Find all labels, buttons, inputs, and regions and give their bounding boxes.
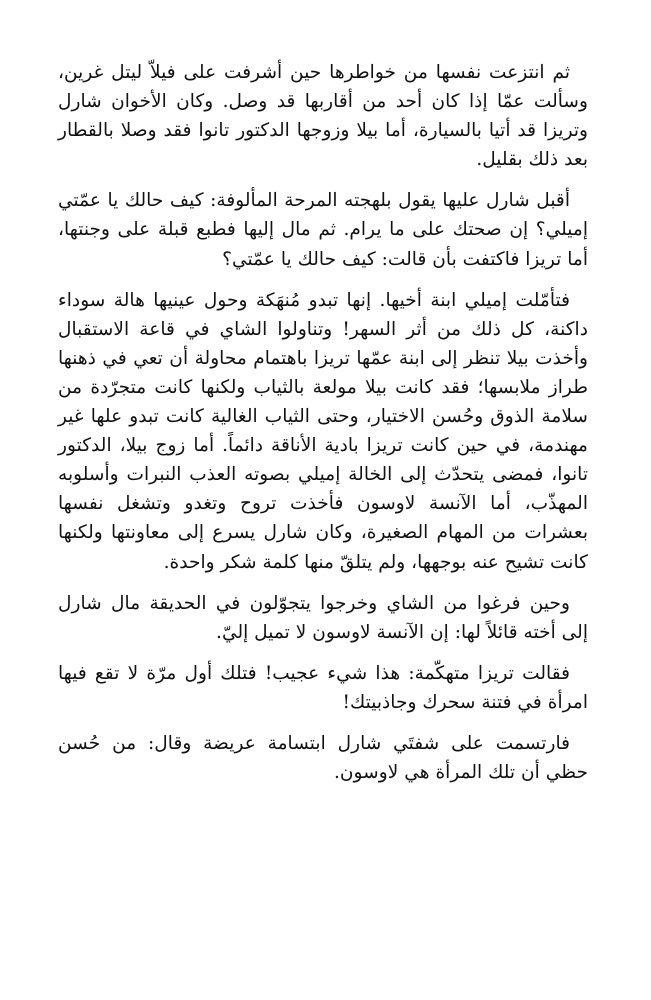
paragraph-5: فقالت تريزا متهكّمة: هذا شيء عجيب! فتلك أول مرّة لا تقع فيها امرأة في فتنة سحرك وجاذبيتك!	[58, 662, 588, 713]
paragraph-4: وحين فرغوا من الشاي وخرجوا يتجوّلون في الحديقة مال شارل إلى أخته قائلاً لها: إن الآنسة لاوسون لا تميل إليّ.	[58, 592, 588, 643]
paragraph-1: ثم انتزعت نفسها من خواطرها حين أشرفت على فيلاّ ليتل غرين، وسألت عمّا إذا كان أحد من أقاربها قد وصل. وكان الأخوان شارل وتريزا قد أتيا بالسيارة، أما بيلا وزوجها الدكتور تانوا فقد وصلا بالقطار بعد ذلك بقليل.	[58, 62, 588, 171]
paragraph-3: فتأمّلت إميلي ابنة أخيها. إنها تبدو مُنهَكة وحول عينيها هالة سوداء داكنة، كل ذلك من أثر السهر! وتناولوا الشاي في قاعة الاستقبال وأخذت بيلا تنظر إلى ابنة عمّها تريزا باهتمام محاولة أن تعي في ذهنها طراز ملابسها؛ فقد كانت بيلا مولعة بالثياب ولكنها كانت متجرّدة من سلامة الذوق وحُسن الاختيار، وحتى الثياب الغالية كانت تبدو علها غير مهندمة، في حين كانت تريزا بادية الأناقة دائماً. أما زوج بيلا، الدكتور تانوا، فمضى يتحدّث إلى الخالة إميلي بصوته العذب النبرات وأسلوبه المهذّب، أما الآنسة لاوسون فأخذت تروح وتغدو وتشغل نفسها بعشرات من المهام الصغيرة، وكان شارل يسرع إلى معاونتها ولكنها كانت تشيح عنه بوجهها، ولم يتلقّ منها كلمة شكر واحدة.	[58, 289, 588, 573]
book-page	[58, 58, 588, 799]
paragraph-2: أقبل شارل عليها يقول بلهجته المرحة المألوفة: كيف حالك يا عمّتي إميلي؟ إن صحتك على ما يرام. ثم مال إليها فطبع قبلة على وجنتها، أما تريزا فاكتفت بأن قالت: كيف حالك يا عمّتي؟	[58, 190, 588, 270]
paragraph-6: فارتسمت على شفتَي شارل ابتسامة عريضة وقال: من حُسن حظي أن تلك المرأة هي لاوسون.	[58, 732, 588, 784]
